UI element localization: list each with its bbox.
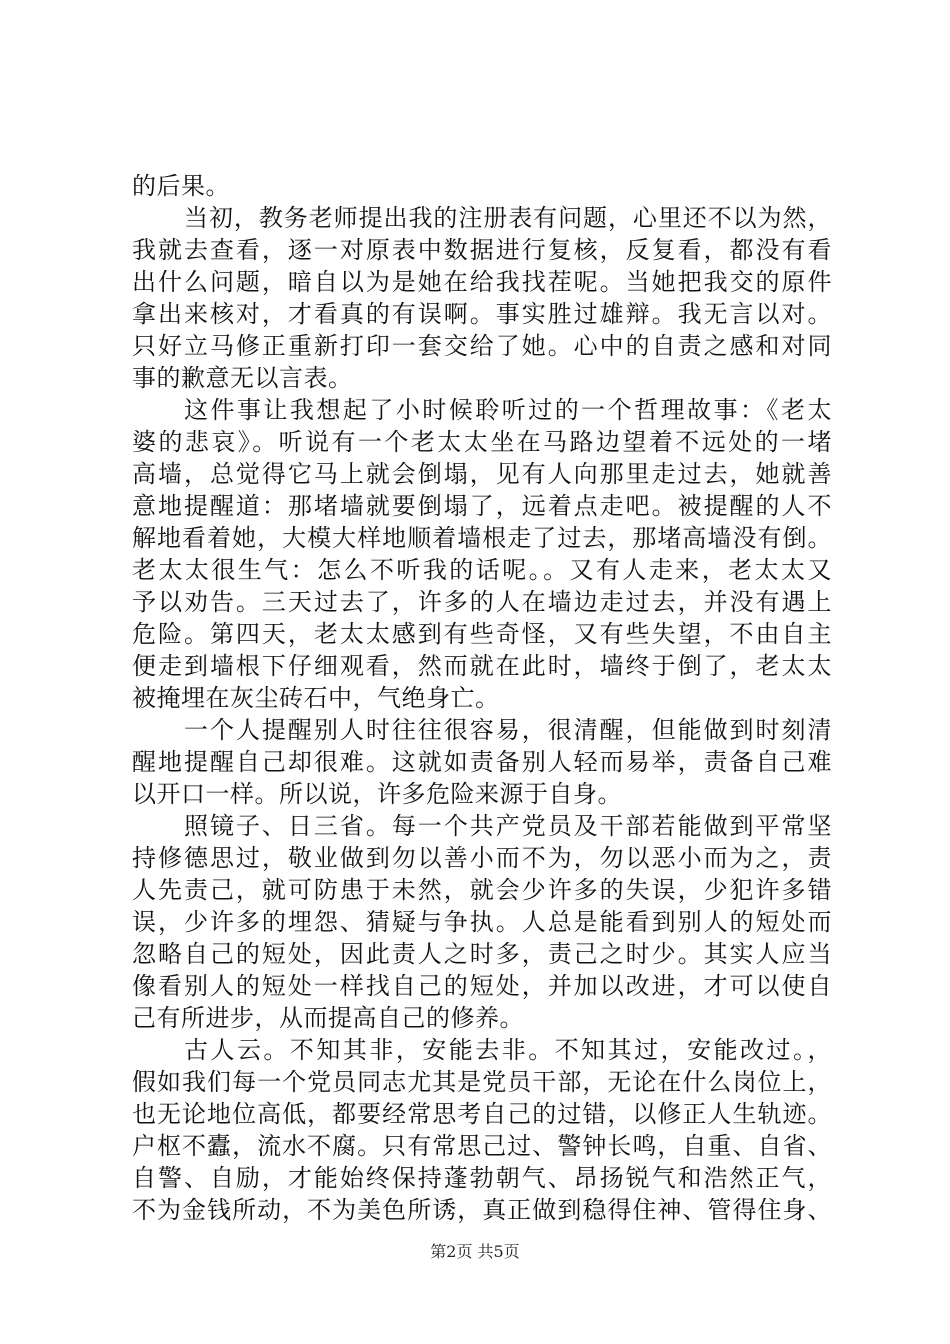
text-line: 我就去查看，逐一对原表中数据进行复核，反复看，都没有看	[132, 236, 832, 264]
text-line: 古人云。不知其非，安能去非。不知其过，安能改过。，	[184, 1036, 832, 1064]
text-line: 像看别人的短处一样找自己的短处，并加以改进，才可以使自	[132, 972, 832, 1000]
text-line: 只好立马修正重新打印一套交给了她。心中的自责之感和对同	[132, 332, 832, 360]
text-line: 醒地提醒自己却很难。这就如责备别人轻而易举，责备自己难	[132, 748, 832, 776]
text-line: 事的歉意无以言表。	[132, 364, 353, 392]
text-line: 拿出来核对，才看真的有误啊。事实胜过雄辩。我无言以对。	[132, 300, 832, 328]
body-text	[132, 170, 832, 1226]
text-line: 解地看着她，大模大样地顺着墙根走了过去，那堵高墙没有倒。	[132, 524, 832, 552]
text-line: 误，少许多的埋怨、猜疑与争执。人总是能看到别人的短处而	[132, 908, 832, 936]
text-line: 照镜子、日三省。每一个共产党员及干部若能做到平常坚	[184, 812, 832, 840]
text-line: 危险。第四天，老太太感到有些奇怪，又有些失望，不由自主	[132, 620, 832, 648]
text-line: 予以劝告。三天过去了，许多的人在墙边走过去，并没有遇上	[132, 588, 832, 616]
text-line: 老太太很生气：怎么不听我的话呢。。又有人走来，老太太又	[132, 556, 832, 584]
text-line: 这件事让我想起了小时候聆听过的一个哲理故事：《老太	[184, 396, 832, 424]
text-line: 便走到墙根下仔细观看，然而就在此时，墙终于倒了，老太太	[132, 652, 832, 680]
text-line: 不为金钱所动，不为美色所诱，真正做到稳得住神、管得住身、	[132, 1196, 832, 1224]
text-line: 己有所进步，从而提高自己的修养。	[132, 1004, 524, 1032]
text-line: 一个人提醒别人时往往很容易，很清醒，但能做到时刻清	[184, 716, 832, 744]
text-line: 也无论地位高低，都要经常思考自己的过错，以修正人生轨迹。	[132, 1100, 832, 1128]
text-line: 人先责己，就可防患于未然，就会少许多的失误，少犯许多错	[132, 876, 832, 904]
text-line: 当初，教务老师提出我的注册表有问题，心里还不以为然，	[184, 204, 832, 232]
text-line: 高墙，总觉得它马上就会倒塌，见有人向那里走过去，她就善	[132, 460, 832, 488]
text-line: 意地提醒道：那堵墙就要倒塌了，远着点走吧。被提醒的人不	[132, 492, 832, 520]
text-line: 忽略自己的短处，因此责人之时多，责己之时少。其实人应当	[132, 940, 832, 968]
text-line: 持修德思过，敬业做到勿以善小而不为，勿以恶小而为之，责	[132, 844, 832, 872]
text-line: 婆的悲哀》。听说有一个老太太坐在马路边望着不远处的一堵	[132, 428, 832, 456]
text-line: 自警、自励，才能始终保持蓬勃朝气、昂扬锐气和浩然正气，	[132, 1164, 832, 1192]
text-line: 以开口一样。所以说，许多危险来源于自身。	[132, 780, 622, 808]
text-line: 假如我们每一个党员同志尤其是党员干部，无论在什么岗位上，	[132, 1068, 832, 1096]
page-footer	[0, 1242, 950, 1262]
text-line: 户枢不蠹，流水不腐。只有常思己过、警钟长鸣，自重、自省、	[132, 1132, 832, 1160]
text-line: 出什么问题，暗自以为是她在给我找茬呢。当她把我交的原件	[132, 268, 832, 296]
text-line: 被掩埋在灰尘砖石中，气绝身亡。	[132, 684, 500, 712]
text-line: 的后果。	[132, 172, 230, 200]
page-number-label: 第2页 共5页	[430, 1242, 520, 1261]
